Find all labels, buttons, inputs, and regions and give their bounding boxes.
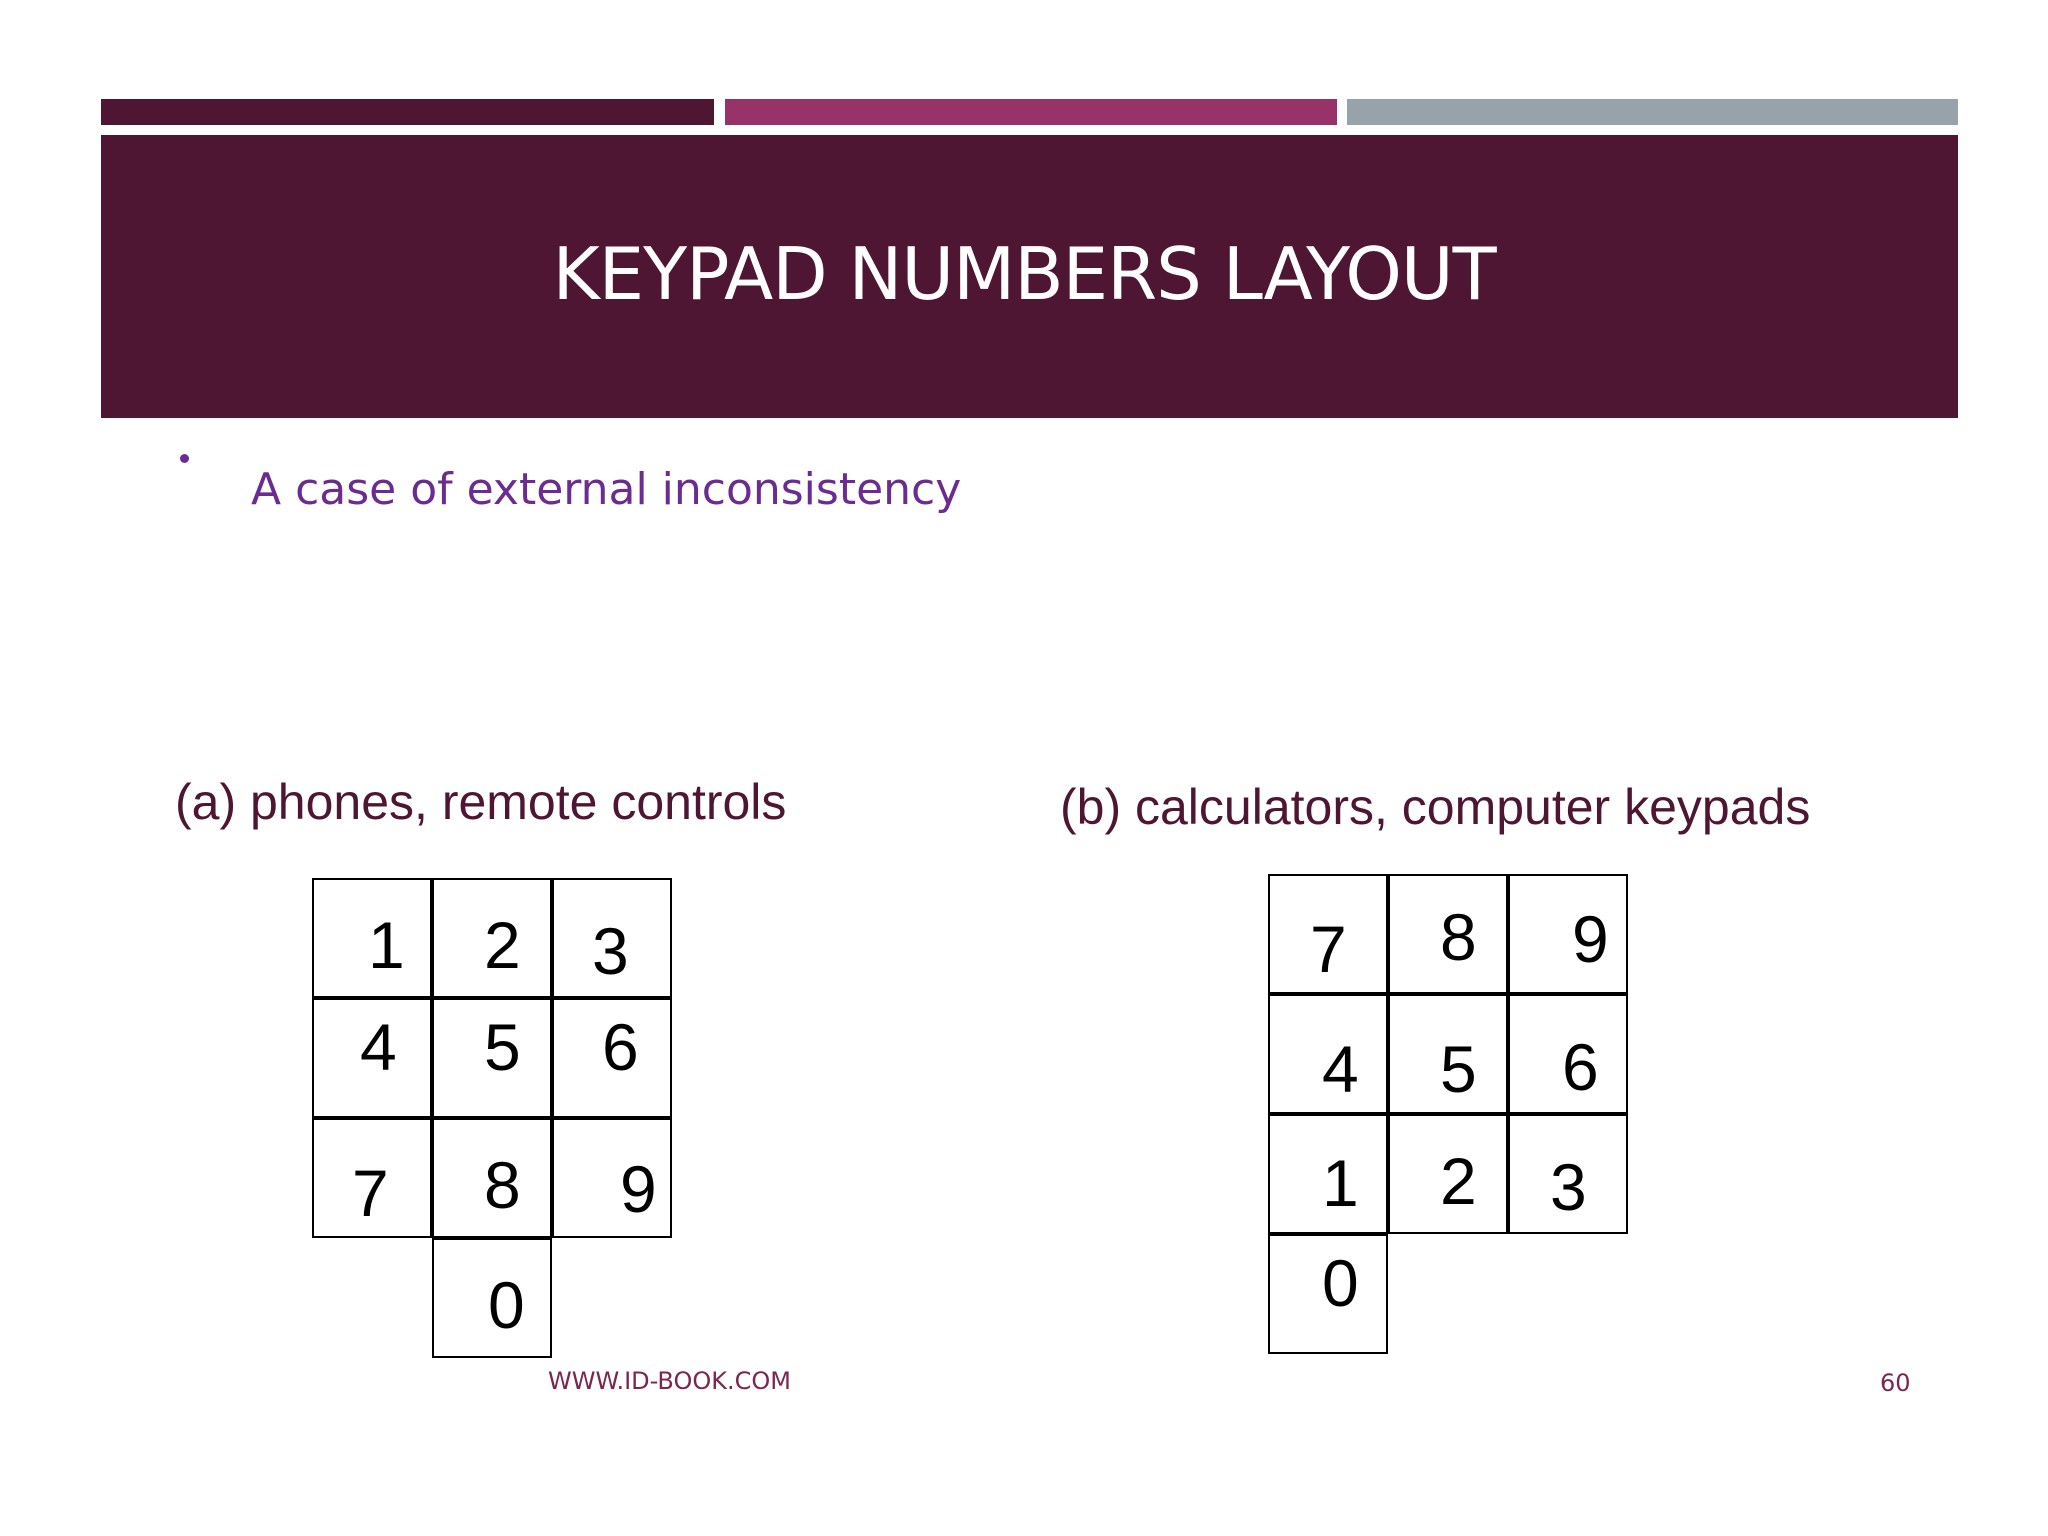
keypad-b-key	[1508, 994, 1628, 1114]
key-label: 0	[1322, 1246, 1359, 1320]
accent-bar-magenta	[725, 99, 1337, 125]
key-label: 2	[1440, 1144, 1477, 1218]
key-label: 6	[1562, 1030, 1599, 1104]
keypad-a-key	[312, 1118, 432, 1238]
key-label: 7	[1310, 912, 1347, 986]
keypad-a-key	[432, 998, 552, 1118]
page-number: 60	[1880, 1369, 1911, 1397]
keypad-a-key	[552, 998, 672, 1118]
key-label: 5	[484, 1010, 521, 1084]
keypad-b-key	[1388, 994, 1508, 1114]
caption-keypad-b: (b) calculators, computer keypads	[1060, 779, 1811, 835]
keypad-b-key	[1388, 874, 1508, 994]
keypad-b-key	[1268, 994, 1388, 1114]
key-label: 3	[1550, 1150, 1587, 1224]
keypad-b-key	[1268, 874, 1388, 994]
keypad-b-key	[1268, 1234, 1388, 1354]
keypad-a-key	[312, 998, 432, 1118]
key-label: 1	[368, 908, 405, 982]
keypad-b-key	[1508, 1114, 1628, 1234]
accent-bar-dark	[101, 99, 714, 125]
key-label: 1	[1322, 1146, 1359, 1220]
key-label: 4	[1322, 1032, 1359, 1106]
key-label: 8	[484, 1148, 521, 1222]
key-label: 5	[1440, 1032, 1477, 1106]
keypad-a-key	[312, 878, 432, 998]
accent-bar-gray	[1347, 99, 1958, 125]
caption-keypad-a: (a) phones, remote controls	[175, 774, 787, 830]
key-label: 9	[1572, 902, 1609, 976]
keypad-a-key	[552, 1118, 672, 1238]
slide-title: KEYPAD NUMBERS LAYOUT	[552, 232, 1496, 316]
key-label: 0	[488, 1268, 525, 1342]
footer-url: WWW.ID-BOOK.COM	[548, 1367, 791, 1395]
key-label: 8	[1440, 900, 1477, 974]
keypad-a-key	[432, 1118, 552, 1238]
key-label: 7	[352, 1156, 389, 1230]
keypad-b-key	[1268, 1114, 1388, 1234]
key-label: 3	[592, 914, 629, 988]
key-label: 9	[620, 1152, 657, 1226]
key-label: 2	[484, 908, 521, 982]
keypad-a-key	[432, 1238, 552, 1358]
keypad-b-key	[1388, 1114, 1508, 1234]
key-label: 4	[360, 1010, 397, 1084]
key-label: 6	[602, 1010, 639, 1084]
keypad-b-key	[1508, 874, 1628, 994]
keypad-a-key	[432, 878, 552, 998]
bullet-icon	[180, 454, 189, 463]
bullet-text: A case of external inconsistency	[251, 464, 962, 515]
keypad-a-key	[552, 878, 672, 998]
